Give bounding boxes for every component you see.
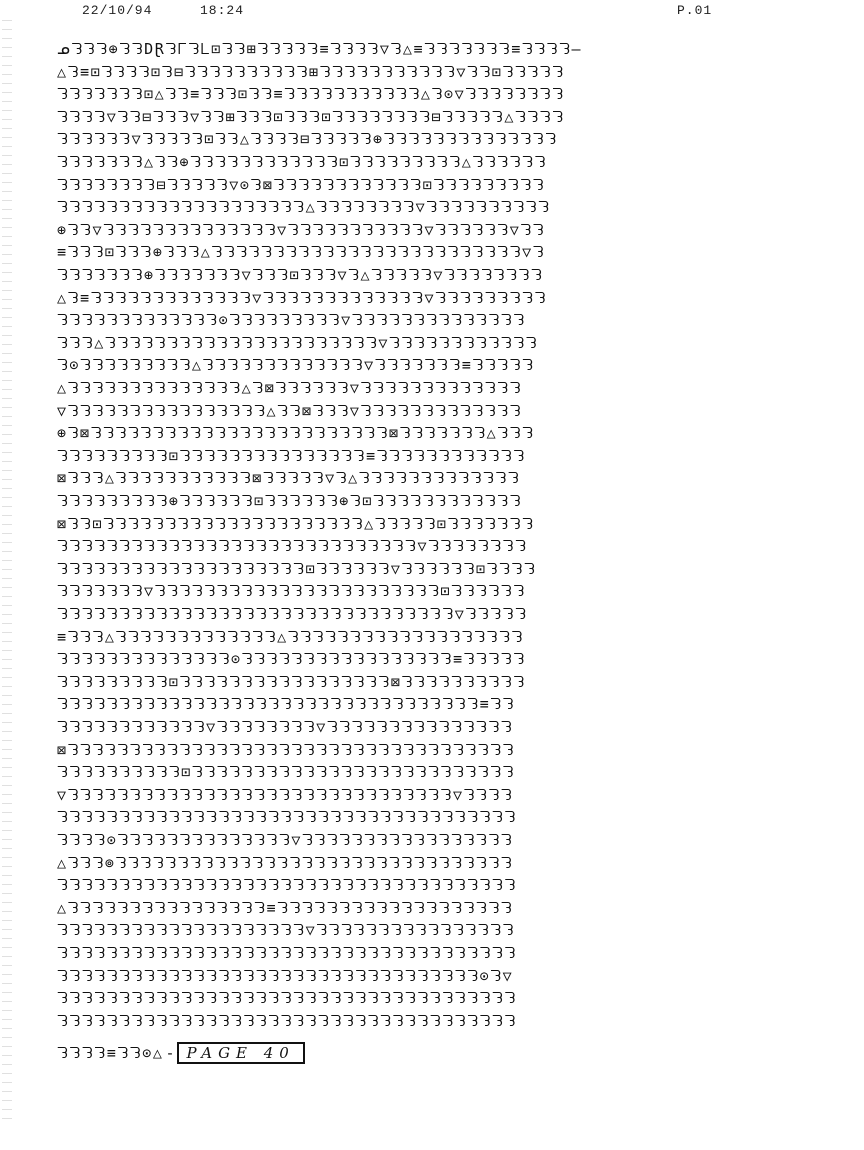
glyph-row: ᘊᘊᘊᘊᘊᘊᘊ⊡△ᘊᘊ≡ᘊᘊᘊ⊡ᘊᘊ≡ᘊᘊᘊᘊᘊᘊᘊᘊᘊᘊᘊ△ᘊ⊙▽ᘊᘊᘊᘊᘊᘊᘊᘊ — [57, 85, 565, 104]
glyph-row: △ᘊ≡ᘊᘊᘊᘊᘊᘊᘊᘊᘊᘊᘊᘊᘊ▽ᘊᘊᘊᘊᘊᘊᘊᘊᘊᘊᘊᘊᘊ▽ᘊᘊᘊᘊᘊᘊᘊᘊᘊ — [57, 288, 548, 307]
glyph-row: ᘊᘊᘊᘊᘊᘊᘊ⊕ᘊᘊᘊᘊᘊᘊᘊ▽ᘊᘊᘊ⊡ᘊᘊᘊ▽ᘊ△ᘊᘊᘊᘊᘊ▽ᘊᘊᘊᘊᘊᘊᘊᘊ — [57, 266, 544, 284]
glyph-row: ᘊᘊᘊᘊᘊᘊᘊᘊᘊᘊᘊᘊᘊ⊙ᘊᘊᘊᘊᘊᘊᘊᘊᘊ▽ᘊᘊᘊᘊᘊᘊᘊᘊᘊᘊᘊᘊᘊᘊ — [57, 311, 526, 330]
glyph-row: ᓄᘊᘊᘊ⊕ᘊᘊDⱤᘊᒥᘊᒪ⊡ᘊᘊ⊞ᘊᘊᘊᘊᘊ≡ᘊᘊᘊᘊ▽ᘊ△≡ᘊᘊᘊᘊᘊᘊᘊ≡ᘊᘊᘊᘊ— — [57, 40, 583, 58]
glyph-row: ᘊᘊᘊᘊᘊᘊᘊᘊᘊᘊᘊᘊᘊᘊᘊᘊᘊᘊᘊᘊᘊᘊᘊᘊᘊᘊᘊᘊᘊᘊᘊᘊᘊᘊᘊᘊᘊ — [57, 876, 517, 895]
glyph-row: ᘊᘊᘊᘊᘊᘊᘊᘊᘊ⊡ᘊᘊᘊᘊᘊᘊᘊᘊᘊᘊᘊᘊᘊᘊᘊᘊᘊ⊠ᘊᘊᘊᘊᘊᘊᘊᘊᘊᘊ — [57, 672, 526, 691]
glyph-row: △ᘊᘊᘊᘊᘊᘊᘊᘊᘊᘊᘊᘊᘊᘊ△ᘊ⊠ᘊᘊᘊᘊᘊᘊ▽ᘊᘊᘊᘊᘊᘊᘊᘊᘊᘊᘊᘊᘊ — [57, 379, 523, 397]
glyph-row: ᘊᘊᘊ△ᘊᘊᘊᘊᘊᘊᘊᘊᘊᘊᘊᘊᘊᘊᘊᘊᘊᘊᘊᘊᘊᘊ▽ᘊᘊᘊᘊᘊᘊᘊᘊᘊᘊᘊᘊ — [57, 333, 539, 352]
glyph-row: △ᘊ≡⊡ᘊᘊᘊᘊ⊡ᘊ⊟ᘊᘊᘊᘊᘊᘊᘊᘊᘊᘊ⊞ᘊᘊᘊᘊᘊᘊᘊᘊᘊᘊᘊ▽ᘊᘊ⊡ᘊᘊᘊᘊᘊ — [57, 62, 565, 81]
page-dash: - — [165, 1044, 175, 1062]
glyph-row: ᘊᘊᘊᘊᘊᘊᘊᘊᘊ⊡ᘊᘊᘊᘊᘊᘊᘊᘊᘊᘊᘊᘊᘊᘊᘊ≡ᘊᘊᘊᘊᘊᘊᘊᘊᘊᘊᘊᘊ — [57, 446, 526, 465]
glyph-row: ᘊᘊᘊᘊᘊᘊᘊᘊᘊᘊᘊᘊᘊᘊᘊᘊᘊᘊᘊᘊᘊᘊᘊᘊᘊᘊᘊᘊᘊᘊᘊᘊᘊᘊᘊᘊᘊ — [57, 808, 517, 827]
glyph-row: ᘊᘊᘊᘊᘊᘊᘊᘊᘊᘊᘊᘊᘊᘊᘊᘊᘊᘊᘊᘊ⊡ᘊᘊᘊᘊᘊᘊ▽ᘊᘊᘊᘊᘊᘊ⊡ᘊᘊᘊᘊ — [57, 559, 537, 578]
glyph-row: ᘊᘊᘊᘊᘊᘊᘊᘊᘊᘊᘊᘊᘊᘊᘊᘊᘊᘊᘊᘊᘊᘊᘊᘊᘊᘊᘊᘊᘊᘊᘊᘊᘊᘊ≡ᘊᘊ — [57, 695, 516, 714]
glyph-row: ᘊᘊᘊᘊᘊᘊᘊᘊᘊᘊᘊᘊ▽ᘊᘊᘊᘊᘊᘊᘊᘊ▽ᘊᘊᘊᘊᘊᘊᘊᘊᘊᘊᘊᘊᘊᘊᘊ — [57, 718, 514, 736]
glyph-row: ᘊᘊᘊᘊᘊᘊᘊᘊᘊᘊᘊᘊᘊᘊᘊᘊᘊᘊᘊᘊᘊᘊᘊᘊᘊᘊᘊᘊᘊᘊᘊᘊᘊᘊᘊᘊᘊ — [57, 944, 517, 962]
glyph-row: ᘊᘊᘊᘊ⊙ᘊᘊᘊᘊᘊᘊᘊᘊᘊᘊᘊᘊᘊᘊ▽ᘊᘊᘊᘊᘊᘊᘊᘊᘊᘊᘊᘊᘊᘊᘊᘊᘊ — [57, 831, 514, 849]
glyph-row: ⊕ᘊᘊ▽ᘊᘊᘊᘊᘊᘊᘊᘊᘊᘊᘊᘊᘊᘊ▽ᘊᘊᘊᘊᘊᘊᘊᘊᘊᘊᘊ▽ᘊᘊᘊᘊᘊᘊ▽ᘊᘊ — [57, 220, 546, 239]
glyph-row: ᘊᘊᘊᘊᘊᘊᘊᘊᘊᘊᘊᘊᘊᘊᘊᘊᘊᘊᘊᘊᘊᘊᘊᘊᘊᘊᘊᘊᘊᘊᘊᘊᘊᘊ⊙ᘊ▽ — [57, 966, 514, 985]
fax-time: 18:24 — [200, 3, 245, 18]
glyph-row: ᘊᘊᘊᘊᘊᘊᘊ△ᘊᘊ⊕ᘊᘊᘊᘊᘊᘊᘊᘊᘊᘊᘊᘊ⊡ᘊᘊᘊᘊᘊᘊᘊᘊᘊ△ᘊᘊᘊᘊᘊᘊ — [57, 153, 548, 171]
glyph-row: ⊕ᘊ⊠ᘊᘊᘊᘊᘊᘊᘊᘊᘊᘊᘊᘊᘊᘊᘊᘊᘊᘊᘊᘊᘊᘊᘊᘊ⊠ᘊᘊᘊᘊᘊᘊᘊ△ᘊᘊᘊ — [57, 424, 535, 443]
glyph-row: ᘊᘊᘊᘊᘊᘊᘊᘊ⊟ᘊᘊᘊᘊᘊ▽⊙ᘊ⊠ᘊᘊᘊᘊᘊᘊᘊᘊᘊᘊᘊᘊ⊡ᘊᘊᘊᘊᘊᘊᘊᘊᘊ — [57, 175, 546, 194]
glyph-row: ᘊᘊᘊᘊᘊᘊ▽ᘊᘊᘊᘊᘊ⊡ᘊᘊ△ᘊᘊᘊᘊ⊟ᘊᘊᘊᘊᘊ⊕ᘊᘊᘊᘊᘊᘊᘊᘊᘊᘊᘊᘊᘊᘊ — [57, 130, 558, 149]
glyph-row: ⊠ᘊᘊᘊᘊᘊᘊᘊᘊᘊᘊᘊᘊᘊᘊᘊᘊᘊᘊᘊᘊᘊᘊᘊᘊᘊᘊᘊᘊᘊᘊᘊᘊᘊᘊᘊᘊ — [57, 740, 516, 759]
scan-edge-noise — [2, 20, 12, 1120]
glyph-row: ᘊᘊᘊᘊᘊᘊᘊᘊᘊᘊ⊡ᘊᘊᘊᘊᘊᘊᘊᘊᘊᘊᘊᘊᘊᘊᘊᘊᘊᘊᘊᘊᘊᘊᘊᘊᘊᘊ — [57, 763, 516, 782]
glyph-row: ᘊᘊᘊᘊᘊᘊᘊᘊᘊᘊᘊᘊᘊᘊᘊᘊᘊᘊᘊᘊᘊᘊᘊᘊᘊᘊᘊᘊᘊᘊᘊᘊᘊᘊᘊᘊᘊ — [57, 1011, 517, 1030]
handwritten-glyph-block — [57, 38, 805, 1063]
glyph-row: ▽ᘊᘊᘊᘊᘊᘊᘊᘊᘊᘊᘊᘊᘊᘊᘊᘊ△ᘊᘊ⊠ᘊᘊᘊ▽ᘊᘊᘊᘊᘊᘊᘊᘊᘊᘊᘊᘊᘊ — [57, 401, 523, 420]
glyph-row: △ᘊᘊᘊ⊚ᘊᘊᘊᘊᘊᘊᘊᘊᘊᘊᘊᘊᘊᘊᘊᘊᘊᘊᘊᘊᘊᘊᘊᘊᘊᘊᘊᘊᘊᘊᘊᘊ — [57, 853, 514, 872]
glyph-row: ᘊᘊᘊᘊᘊᘊᘊ▽ᘊᘊᘊᘊᘊᘊᘊᘊᘊᘊᘊᘊᘊᘊᘊᘊᘊᘊᘊᘊᘊᘊᘊ⊡ᘊᘊᘊᘊᘊᘊ — [57, 582, 526, 601]
final-glyph-line — [57, 1042, 305, 1064]
glyph-row: ᘊᘊᘊᘊᘊᘊᘊᘊᘊᘊᘊᘊᘊᘊᘊᘊᘊᘊᘊᘊᘊᘊᘊᘊᘊᘊᘊᘊᘊ▽ᘊᘊᘊᘊᘊᘊᘊᘊ — [57, 537, 528, 556]
glyph-row: ᘊᘊᘊᘊᘊᘊᘊᘊᘊᘊᘊᘊᘊᘊ⊙ᘊᘊᘊᘊᘊᘊᘊᘊᘊᘊᘊᘊᘊᘊᘊᘊᘊ≡ᘊᘊᘊᘊᘊ — [57, 650, 526, 669]
page-label-box: PAGE 40 — [177, 1042, 305, 1064]
glyph-row: ⊠ᘊᘊ⊡ᘊᘊᘊᘊᘊᘊᘊᘊᘊᘊᘊᘊᘊᘊᘊᘊᘊᘊᘊᘊᘊ△ᘊᘊᘊᘊᘊ⊡ᘊᘊᘊᘊᘊᘊᘊ — [57, 514, 535, 533]
glyph-row: ᘊᘊᘊᘊ▽ᘊᘊ⊟ᘊᘊᘊ▽ᘊᘊ⊞ᘊᘊᘊ⊡ᘊᘊᘊ⊡ᘊᘊᘊᘊᘊᘊᘊᘊ⊟ᘊᘊᘊᘊᘊ△ᘊᘊᘊᘊ — [57, 107, 565, 126]
fax-header — [0, 0, 864, 22]
glyph-row: ᘊᘊᘊᘊᘊᘊᘊᘊᘊᘊᘊᘊᘊᘊᘊᘊᘊᘊᘊᘊ▽ᘊᘊᘊᘊᘊᘊᘊᘊᘊᘊᘊᘊᘊᘊᘊᘊ — [57, 921, 516, 940]
glyph-row: ᘊᘊᘊᘊᘊᘊᘊᘊᘊᘊᘊᘊᘊᘊᘊᘊᘊᘊᘊᘊ△ᘊᘊᘊᘊᘊᘊᘊᘊ▽ᘊᘊᘊᘊᘊᘊᘊᘊᘊᘊ — [57, 198, 551, 217]
glyph-row: △ᘊᘊᘊᘊᘊᘊᘊᘊᘊᘊᘊᘊᘊᘊᘊᘊ≡ᘊᘊᘊᘊᘊᘊᘊᘊᘊᘊᘊᘊᘊᘊᘊᘊᘊᘊᘊ — [57, 898, 514, 917]
fax-page-number: P.01 — [677, 3, 713, 18]
glyph-row: ≡ᘊᘊᘊ⊡ᘊᘊᘊ⊕ᘊᘊᘊ△ᘊᘊᘊᘊᘊᘊᘊᘊᘊᘊᘊᘊᘊᘊᘊᘊᘊᘊᘊᘊᘊᘊᘊᘊᘊ▽ᘊ — [57, 243, 546, 262]
glyph-row: ᘊᘊᘊᘊᘊᘊᘊᘊᘊᘊᘊᘊᘊᘊᘊᘊᘊᘊᘊᘊᘊᘊᘊᘊᘊᘊᘊᘊᘊᘊᘊᘊ▽ᘊᘊᘊᘊᘊ — [57, 605, 528, 623]
glyph-row: ⊠ᘊᘊᘊ△ᘊᘊᘊᘊᘊᘊᘊᘊᘊᘊᘊ⊠ᘊᘊᘊᘊᘊ▽ᘊ△ᘊᘊᘊᘊᘊᘊᘊᘊᘊᘊᘊᘊᘊ — [57, 469, 521, 488]
fax-date: 22/10/94 — [82, 3, 153, 18]
glyph-row: ᘊ⊙ᘊᘊᘊᘊᘊᘊᘊᘊᘊ△ᘊᘊᘊᘊᘊᘊᘊᘊᘊᘊᘊᘊᘊ▽ᘊᘊᘊᘊᘊᘊᘊ≡ᘊᘊᘊᘊᘊ — [57, 356, 535, 375]
glyph-row: ▽ᘊᘊᘊᘊᘊᘊᘊᘊᘊᘊᘊᘊᘊᘊᘊᘊᘊᘊᘊᘊᘊᘊᘊᘊᘊᘊᘊᘊᘊᘊᘊ▽ᘊᘊᘊᘊ — [57, 785, 514, 804]
glyph-row: ᘊᘊᘊᘊᘊᘊᘊᘊᘊ⊕ᘊᘊᘊᘊᘊᘊ⊡ᘊᘊᘊᘊᘊᘊ⊕ᘊ⊡ᘊᘊᘊᘊᘊᘊᘊᘊᘊᘊᘊᘊ — [57, 492, 523, 510]
final-glyphs: ᘊᘊᘊᘊ≡ᘊᘊ⊙△ — [57, 1044, 164, 1062]
glyph-row: ᘊᘊᘊᘊᘊᘊᘊᘊᘊᘊᘊᘊᘊᘊᘊᘊᘊᘊᘊᘊᘊᘊᘊᘊᘊᘊᘊᘊᘊᘊᘊᘊᘊᘊᘊᘊᘊ — [57, 989, 517, 1008]
glyph-row: ≡ᘊᘊᘊ△ᘊᘊᘊᘊᘊᘊᘊᘊᘊᘊᘊᘊᘊ△ᘊᘊᘊᘊᘊᘊᘊᘊᘊᘊᘊᘊᘊᘊᘊᘊᘊᘊᘊ — [57, 627, 524, 646]
